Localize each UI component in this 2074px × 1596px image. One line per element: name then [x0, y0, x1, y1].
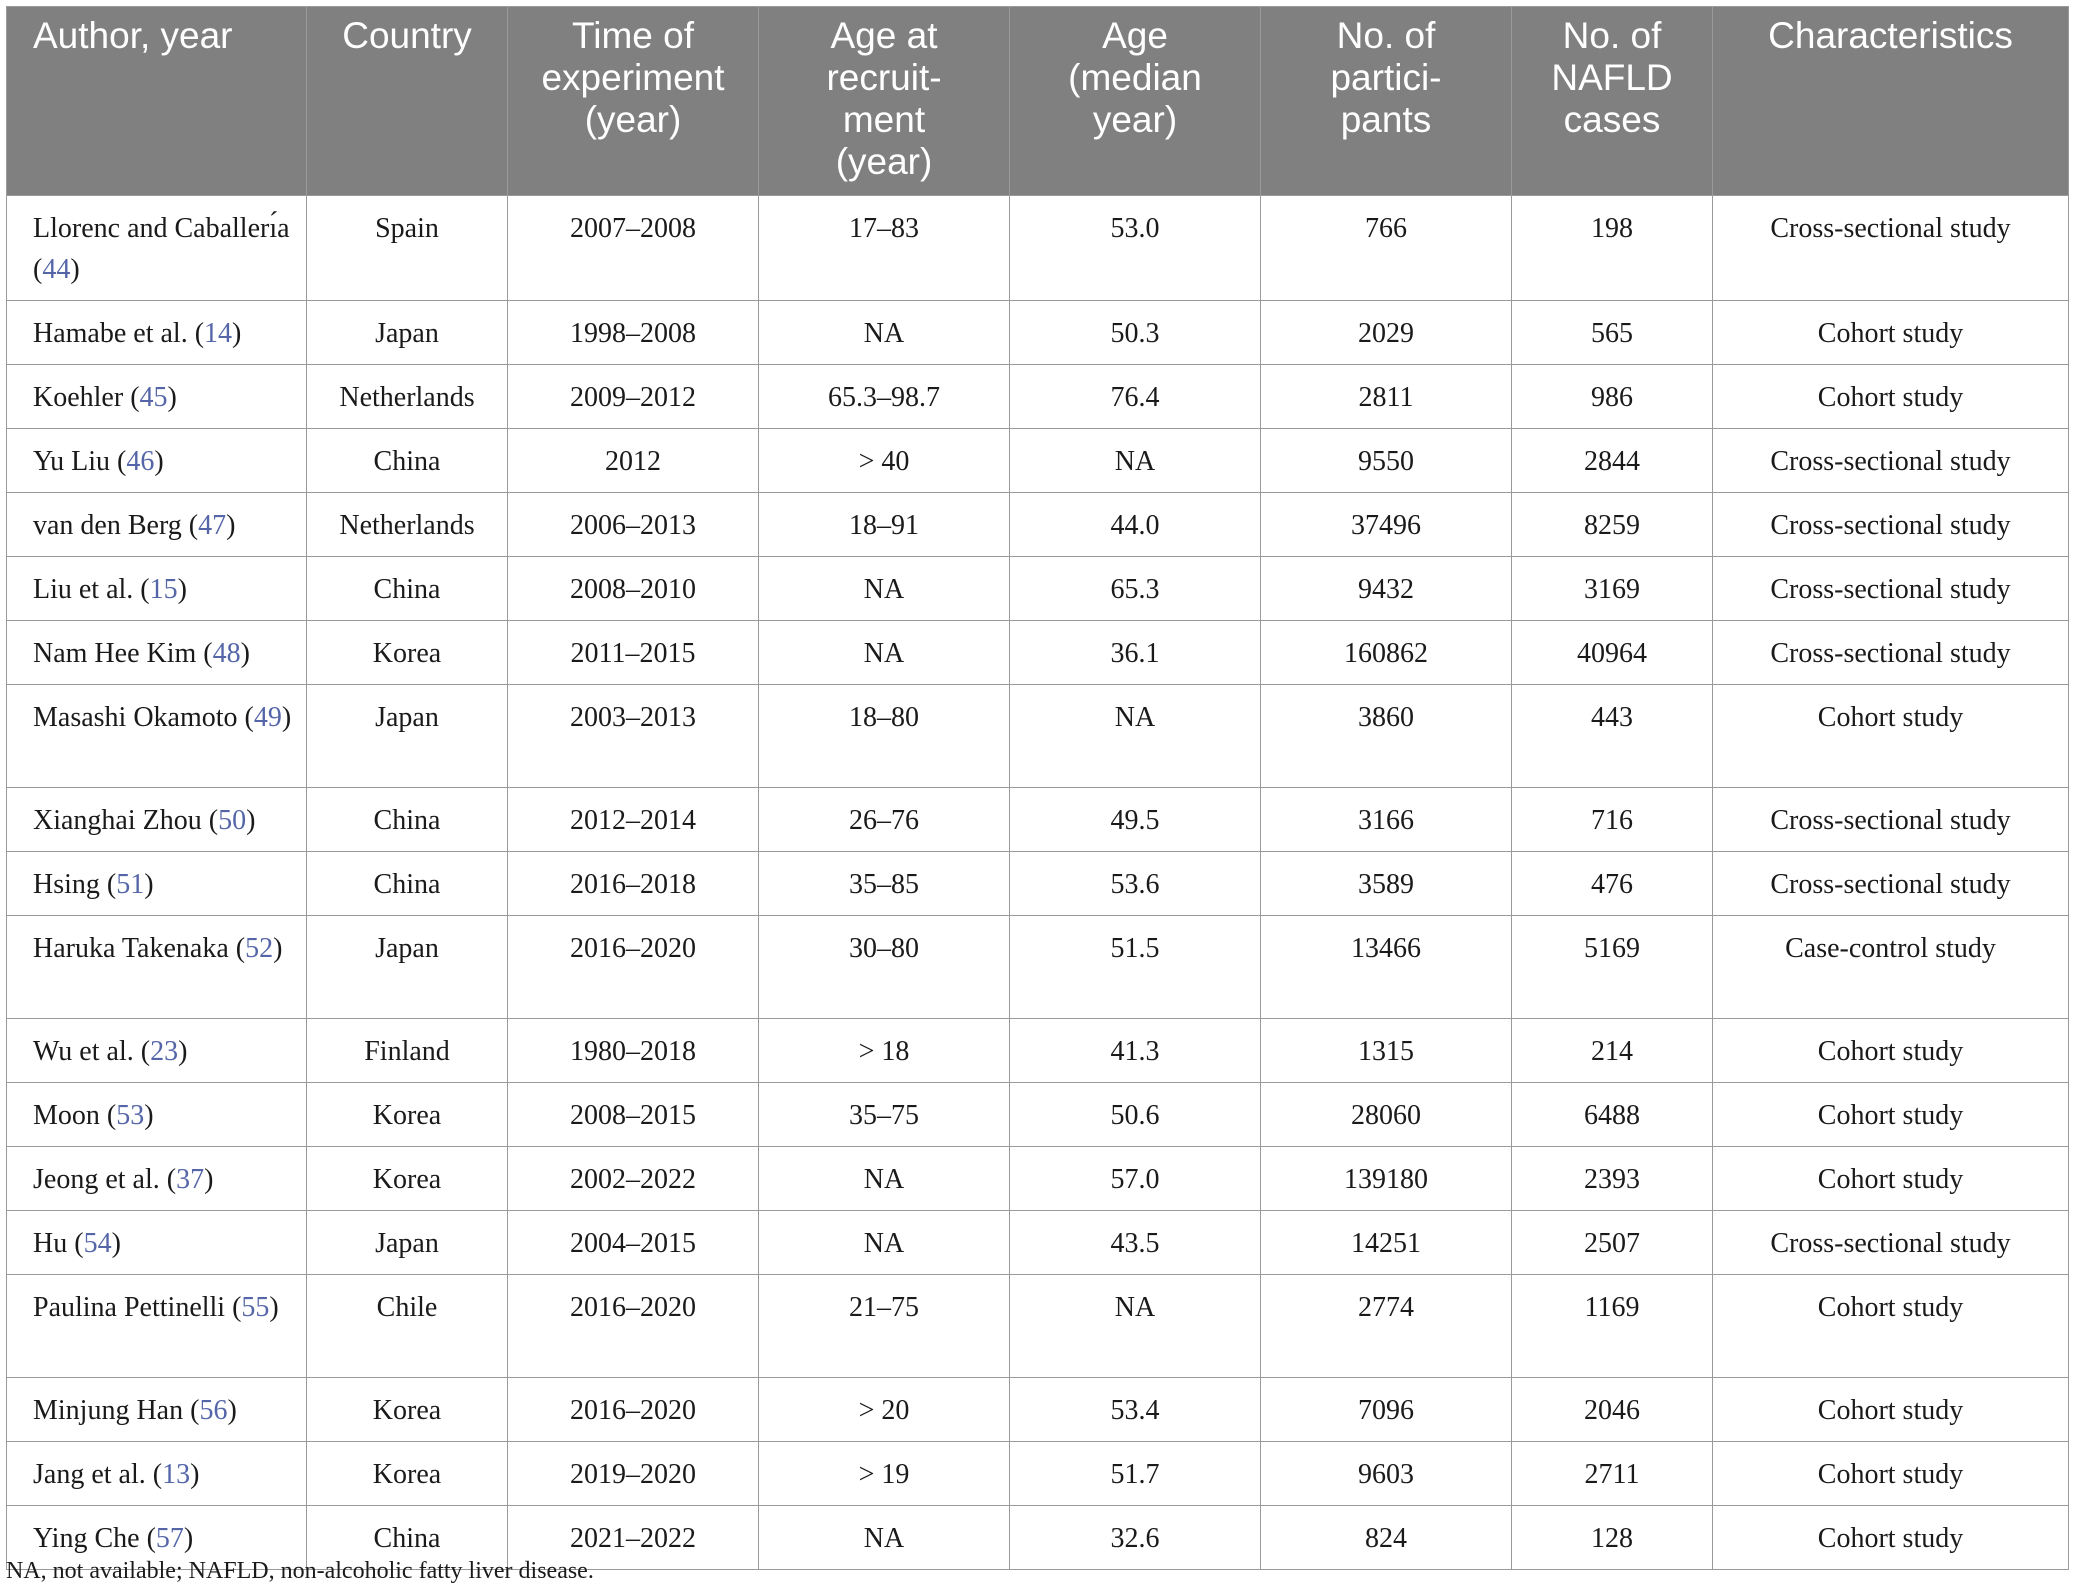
cell-characteristics: Cross-sectional study [1713, 429, 2069, 493]
author-name: Masashi Okamoto [33, 702, 238, 733]
cell-participants: 7096 [1261, 1378, 1512, 1442]
column-header-line: (year) [835, 141, 933, 182]
cell-characteristics: Cohort study [1713, 1083, 2069, 1147]
cell-age-median: 49.5 [1010, 788, 1261, 852]
reference-link[interactable]: 48 [212, 638, 241, 669]
cell-nafld-cases: 214 [1512, 1019, 1713, 1083]
cell-participants: 3166 [1261, 788, 1512, 852]
author-name: Minjung Han [33, 1395, 184, 1426]
reference-link[interactable]: 51 [116, 869, 145, 900]
cell-nafld-cases: 5169 [1512, 916, 1713, 1019]
cell-age-median: 50.6 [1010, 1083, 1261, 1147]
column-header-age-at-recruitment [759, 7, 1010, 196]
cell-age-median: 44.0 [1010, 493, 1261, 557]
cell-age-at-recruitment: > 20 [759, 1378, 1010, 1442]
reference-link[interactable]: 50 [218, 805, 247, 836]
cell-nafld-cases: 1169 [1512, 1275, 1713, 1378]
author-name: Xianghai Zhou [33, 805, 202, 836]
cell-country: Chile [307, 1275, 508, 1378]
cell-nafld-cases: 40964 [1512, 621, 1713, 685]
cell-characteristics: Cohort study [1713, 1147, 2069, 1211]
cell-characteristics: Cohort study [1713, 1506, 2069, 1570]
cell-characteristics: Cohort study [1713, 1442, 2069, 1506]
cell-author: Llorenc and Caballerı́a (44) [7, 196, 307, 301]
table-header-row [7, 7, 2069, 196]
cell-participants: 28060 [1261, 1083, 1512, 1147]
cell-country: Netherlands [307, 365, 508, 429]
author-name: Liu et al. [33, 574, 134, 605]
cell-age-median: NA [1010, 429, 1261, 493]
cell-age-median: 36.1 [1010, 621, 1261, 685]
cell-nafld-cases: 2046 [1512, 1378, 1713, 1442]
cell-age-median: 76.4 [1010, 365, 1261, 429]
reference-link[interactable]: 52 [245, 933, 274, 964]
column-header-line: No. of [1562, 15, 1662, 56]
cell-age-median: 53.4 [1010, 1378, 1261, 1442]
cell-country: Finland [307, 1019, 508, 1083]
reference-link[interactable]: 23 [150, 1036, 179, 1067]
cell-age-at-recruitment: 18–80 [759, 685, 1010, 788]
table-row [7, 1211, 2069, 1275]
cell-participants: 2029 [1261, 301, 1512, 365]
cell-author: Hamabe et al. (14) [7, 301, 307, 365]
cell-nafld-cases: 565 [1512, 301, 1713, 365]
cell-country: Netherlands [307, 493, 508, 557]
reference-link[interactable]: 54 [83, 1228, 112, 1259]
cell-characteristics: Case-control study [1713, 916, 2069, 1019]
cell-age-median: 43.5 [1010, 1211, 1261, 1275]
column-header-line: NAFLD [1551, 57, 1673, 98]
cell-age-at-recruitment: NA [759, 1211, 1010, 1275]
cell-author: Jang et al. (13) [7, 1442, 307, 1506]
cell-participants: 37496 [1261, 493, 1512, 557]
cell-age-median: 41.3 [1010, 1019, 1261, 1083]
cell-nafld-cases: 3169 [1512, 557, 1713, 621]
cell-author: Minjung Han (56) [7, 1378, 307, 1442]
cell-country: Korea [307, 1147, 508, 1211]
column-header-line: (year) [584, 99, 682, 140]
column-header-line: cases [1563, 99, 1661, 140]
cell-country: Korea [307, 1083, 508, 1147]
cell-country: Japan [307, 685, 508, 788]
cell-characteristics: Cohort study [1713, 1378, 2069, 1442]
author-name: Haruka Takenaka [33, 933, 229, 964]
cell-age-at-recruitment: > 19 [759, 1442, 1010, 1506]
cell-participants: 766 [1261, 196, 1512, 301]
cell-nafld-cases: 476 [1512, 852, 1713, 916]
cell-participants: 14251 [1261, 1211, 1512, 1275]
column-header-line: No. of [1336, 15, 1436, 56]
reference-link[interactable]: 44 [42, 254, 71, 285]
cell-age-at-recruitment: > 40 [759, 429, 1010, 493]
author-name: Moon [33, 1100, 100, 1131]
cell-participants: 9432 [1261, 557, 1512, 621]
cell-age-at-recruitment: NA [759, 557, 1010, 621]
cell-age-at-recruitment: 35–85 [759, 852, 1010, 916]
column-header-characteristics [1713, 7, 2069, 196]
column-header-line: (median [1068, 57, 1202, 98]
cell-age-at-recruitment: > 18 [759, 1019, 1010, 1083]
cell-age-median: 50.3 [1010, 301, 1261, 365]
author-name: Koehler [33, 382, 124, 413]
column-header-age-median [1010, 7, 1261, 196]
cell-country: China [307, 788, 508, 852]
cell-time-of-experiment: 2012–2014 [508, 788, 759, 852]
cell-time-of-experiment: 2016–2020 [508, 1378, 759, 1442]
reference-link[interactable]: 46 [126, 446, 155, 477]
cell-time-of-experiment: 2006–2013 [508, 493, 759, 557]
table-row [7, 1147, 2069, 1211]
cell-country: Spain [307, 196, 508, 301]
column-header-time-of-experiment [508, 7, 759, 196]
author-name: Paulina Pettinelli [33, 1292, 226, 1323]
author-name: Nam Hee Kim [33, 638, 197, 669]
table-row [7, 916, 2069, 1019]
cell-country: Korea [307, 1378, 508, 1442]
studies-table-container [6, 6, 2068, 1570]
cell-nafld-cases: 128 [1512, 1506, 1713, 1570]
table-row [7, 685, 2069, 788]
cell-author: Nam Hee Kim (48) [7, 621, 307, 685]
cell-age-median: 51.5 [1010, 916, 1261, 1019]
cell-characteristics: Cohort study [1713, 301, 2069, 365]
author-name: Jang et al. [33, 1459, 146, 1490]
reference-link[interactable]: 45 [139, 382, 168, 413]
cell-time-of-experiment: 2008–2015 [508, 1083, 759, 1147]
cell-country: China [307, 557, 508, 621]
cell-time-of-experiment: 2008–2010 [508, 557, 759, 621]
cell-nafld-cases: 2711 [1512, 1442, 1713, 1506]
table-row [7, 301, 2069, 365]
cell-country: Japan [307, 301, 508, 365]
cell-country: Korea [307, 621, 508, 685]
cell-age-at-recruitment: 17–83 [759, 196, 1010, 301]
cell-country: China [307, 429, 508, 493]
cell-author: Jeong et al. (37) [7, 1147, 307, 1211]
cell-characteristics: Cross-sectional study [1713, 557, 2069, 621]
cell-age-median: NA [1010, 685, 1261, 788]
cell-age-median: 51.7 [1010, 1442, 1261, 1506]
cell-country: Japan [307, 916, 508, 1019]
cell-age-median: NA [1010, 1275, 1261, 1378]
author-name: Ying Che [33, 1523, 140, 1554]
table-row [7, 493, 2069, 557]
cell-time-of-experiment: 2007–2008 [508, 196, 759, 301]
cell-author: Masashi Okamoto (49) [7, 685, 307, 788]
cell-age-at-recruitment: 65.3–98.7 [759, 365, 1010, 429]
reference-link[interactable]: 15 [149, 574, 178, 605]
cell-characteristics: Cohort study [1713, 685, 2069, 788]
author-name: Yu Liu [33, 446, 110, 477]
cell-participants: 2811 [1261, 365, 1512, 429]
studies-table [6, 6, 2069, 1570]
cell-country: Japan [307, 1211, 508, 1275]
reference-link[interactable]: 56 [199, 1395, 228, 1426]
author-name: Llorenc and Caballerı́a [33, 213, 290, 244]
table-row [7, 1378, 2069, 1442]
reference-link[interactable]: 49 [253, 702, 282, 733]
cell-author: Yu Liu (46) [7, 429, 307, 493]
column-header-line: ment [842, 99, 926, 140]
cell-nafld-cases: 2844 [1512, 429, 1713, 493]
column-header-author-year [7, 7, 307, 196]
cell-nafld-cases: 443 [1512, 685, 1713, 788]
cell-age-at-recruitment: NA [759, 1506, 1010, 1570]
table-body [7, 196, 2069, 1570]
cell-participants: 2774 [1261, 1275, 1512, 1378]
cell-characteristics: Cross-sectional study [1713, 852, 2069, 916]
cell-characteristics: Cohort study [1713, 1019, 2069, 1083]
column-header-no-of-nafld-cases [1512, 7, 1713, 196]
table-row [7, 429, 2069, 493]
reference-link[interactable]: 57 [155, 1523, 184, 1554]
cell-age-median: 65.3 [1010, 557, 1261, 621]
table-row [7, 1442, 2069, 1506]
cell-age-at-recruitment: 30–80 [759, 916, 1010, 1019]
cell-time-of-experiment: 2002–2022 [508, 1147, 759, 1211]
cell-time-of-experiment: 2021–2022 [508, 1506, 759, 1570]
cell-age-at-recruitment: 35–75 [759, 1083, 1010, 1147]
column-header-line: experiment [541, 57, 725, 98]
cell-nafld-cases: 8259 [1512, 493, 1713, 557]
table-row [7, 788, 2069, 852]
column-header-line: recruit- [826, 57, 942, 98]
cell-characteristics: Cross-sectional study [1713, 788, 2069, 852]
cell-author: van den Berg (47) [7, 493, 307, 557]
cell-characteristics: Cross-sectional study [1713, 493, 2069, 557]
cell-characteristics: Cross-sectional study [1713, 196, 2069, 301]
cell-time-of-experiment: 2012 [508, 429, 759, 493]
cell-country: China [307, 852, 508, 916]
reference-link[interactable]: 55 [241, 1292, 270, 1323]
cell-author: Xianghai Zhou (50) [7, 788, 307, 852]
column-header-line: Characteristics [1768, 15, 2013, 56]
cell-participants: 139180 [1261, 1147, 1512, 1211]
reference-link[interactable]: 13 [162, 1459, 191, 1490]
cell-participants: 3860 [1261, 685, 1512, 788]
author-name: Jeong et al. [33, 1164, 160, 1195]
author-name: Hamabe et al. [33, 318, 188, 349]
cell-characteristics: Cohort study [1713, 1275, 2069, 1378]
table-row [7, 365, 2069, 429]
table-footnote: NA, not available; NAFLD, non-alcoholic fatty liver disease. [6, 1558, 594, 1584]
cell-time-of-experiment: 2004–2015 [508, 1211, 759, 1275]
column-header-line: Time of [572, 15, 694, 56]
column-header-line: year) [1092, 99, 1178, 140]
cell-age-median: 57.0 [1010, 1147, 1261, 1211]
cell-characteristics: Cross-sectional study [1713, 621, 2069, 685]
column-header-line: Country [342, 15, 472, 56]
cell-time-of-experiment: 2009–2012 [508, 365, 759, 429]
table-row [7, 1019, 2069, 1083]
cell-author: Paulina Pettinelli (55) [7, 1275, 307, 1378]
column-header-line: Age [1102, 15, 1168, 56]
cell-author: Wu et al. (23) [7, 1019, 307, 1083]
cell-age-at-recruitment: NA [759, 1147, 1010, 1211]
column-header-no-of-participants [1261, 7, 1512, 196]
reference-link[interactable]: 53 [116, 1100, 145, 1131]
cell-participants: 160862 [1261, 621, 1512, 685]
cell-nafld-cases: 2393 [1512, 1147, 1713, 1211]
cell-participants: 824 [1261, 1506, 1512, 1570]
cell-author: Hsing (51) [7, 852, 307, 916]
cell-time-of-experiment: 2016–2020 [508, 1275, 759, 1378]
cell-time-of-experiment: 2011–2015 [508, 621, 759, 685]
reference-link[interactable]: 37 [176, 1164, 205, 1195]
cell-age-at-recruitment: NA [759, 301, 1010, 365]
column-header-line: pants [1340, 99, 1432, 140]
cell-age-median: 53.0 [1010, 196, 1261, 301]
cell-participants: 9550 [1261, 429, 1512, 493]
cell-time-of-experiment: 2019–2020 [508, 1442, 759, 1506]
author-name: Hsing [33, 869, 100, 900]
author-name: Hu [33, 1228, 68, 1259]
cell-time-of-experiment: 2016–2020 [508, 916, 759, 1019]
table-row [7, 1275, 2069, 1378]
cell-age-at-recruitment: NA [759, 621, 1010, 685]
cell-participants: 13466 [1261, 916, 1512, 1019]
cell-author: Moon (53) [7, 1083, 307, 1147]
cell-nafld-cases: 6488 [1512, 1083, 1713, 1147]
author-name: Wu et al. [33, 1036, 134, 1067]
table-row [7, 557, 2069, 621]
cell-author: Haruka Takenaka (52) [7, 916, 307, 1019]
cell-nafld-cases: 986 [1512, 365, 1713, 429]
cell-country: China [307, 1506, 508, 1570]
table-row [7, 1083, 2069, 1147]
cell-age-at-recruitment: 21–75 [759, 1275, 1010, 1378]
cell-author: Ying Che (57) [7, 1506, 307, 1570]
column-header-line: Author, year [33, 15, 233, 56]
cell-participants: 9603 [1261, 1442, 1512, 1506]
table-row [7, 852, 2069, 916]
cell-participants: 1315 [1261, 1019, 1512, 1083]
reference-link[interactable]: 47 [198, 510, 227, 541]
cell-characteristics: Cross-sectional study [1713, 1211, 2069, 1275]
cell-country: Korea [307, 1442, 508, 1506]
cell-author: Liu et al. (15) [7, 557, 307, 621]
cell-nafld-cases: 198 [1512, 196, 1713, 301]
cell-age-at-recruitment: 18–91 [759, 493, 1010, 557]
cell-time-of-experiment: 1980–2018 [508, 1019, 759, 1083]
cell-author: Hu (54) [7, 1211, 307, 1275]
cell-time-of-experiment: 2016–2018 [508, 852, 759, 916]
table-row [7, 621, 2069, 685]
cell-age-at-recruitment: 26–76 [759, 788, 1010, 852]
column-header-line: Age at [830, 15, 938, 56]
table-row [7, 196, 2069, 301]
cell-author: Koehler (45) [7, 365, 307, 429]
cell-participants: 3589 [1261, 852, 1512, 916]
cell-age-median: 32.6 [1010, 1506, 1261, 1570]
cell-time-of-experiment: 2003–2013 [508, 685, 759, 788]
cell-characteristics: Cohort study [1713, 365, 2069, 429]
reference-link[interactable]: 14 [204, 318, 233, 349]
cell-nafld-cases: 2507 [1512, 1211, 1713, 1275]
column-header-line: partici- [1330, 57, 1442, 98]
column-header-country [307, 7, 508, 196]
cell-nafld-cases: 716 [1512, 788, 1713, 852]
cell-age-median: 53.6 [1010, 852, 1261, 916]
cell-time-of-experiment: 1998–2008 [508, 301, 759, 365]
author-name: van den Berg [33, 510, 182, 541]
